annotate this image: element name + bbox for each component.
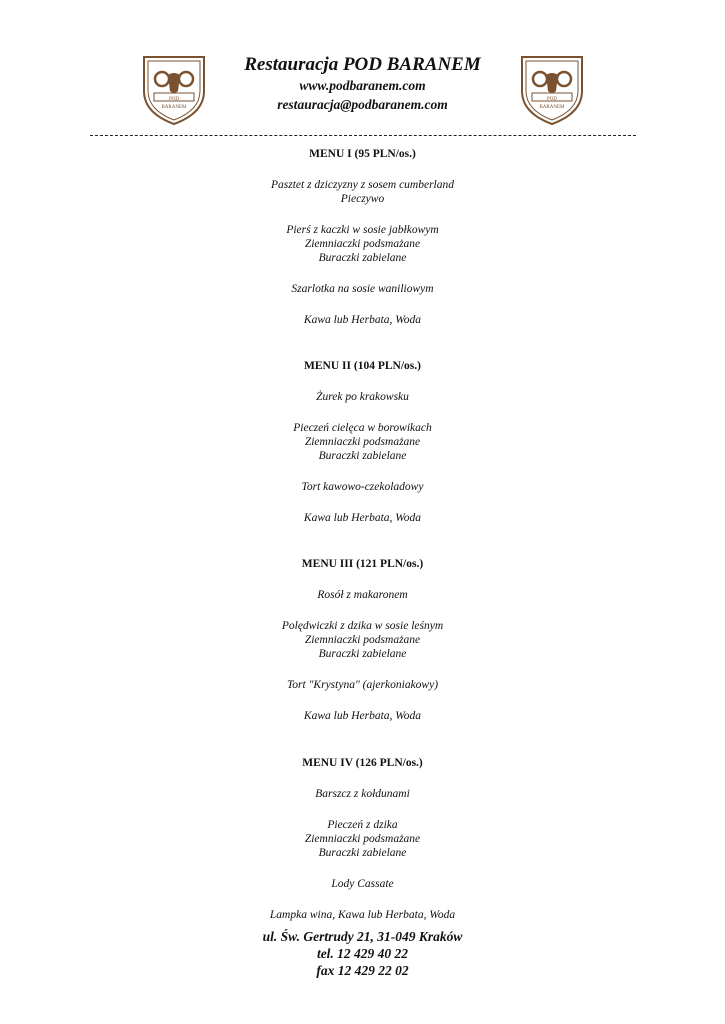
restaurant-name: Restauracja POD BARANEM (244, 54, 481, 75)
header-text-block (190, 54, 535, 114)
email-link[interactable]: restauracja@podbaranem.com (277, 97, 448, 112)
dish-line: Pieczeń z dzika (327, 819, 398, 831)
dish-line: Rosół z makaronem (317, 589, 408, 601)
dish-line: Barszcz z kołdunami (315, 788, 410, 800)
dish-line: Buraczki zabielane (318, 252, 407, 264)
footer-address: ul. Św. Gertrudy 21, 31-049 Kraków (262, 929, 463, 944)
menu-course-drinks (0, 709, 725, 723)
ram-crest-icon (518, 53, 586, 127)
menu-course-starter (0, 787, 725, 801)
menu-title: MENU III (121 PLN/os.) (301, 558, 424, 570)
page-footer (0, 928, 725, 979)
dish-line: Kawa lub Herbata, Woda (303, 512, 422, 524)
menu-course-dessert (0, 678, 725, 692)
menu-section-1 (0, 147, 725, 327)
dish-line: Buraczki zabielane (318, 847, 407, 859)
menu-course-drinks (0, 511, 725, 525)
dish-line: Ziemniaczki podsmażane (304, 634, 421, 646)
dish-line: Tort kawowo-czekoladowy (301, 481, 424, 493)
dish-line: Żurek po krakowsku (316, 391, 409, 403)
dish-line: Lampka wina, Kawa lub Herbata, Woda (269, 909, 456, 921)
dish-line: Pieczywo (340, 193, 385, 205)
crest-text-bottom: BARANEM (539, 105, 565, 110)
menu-course-drinks (0, 908, 725, 922)
menu-course-main (0, 421, 725, 463)
menu-course-dessert (0, 877, 725, 891)
menu-title: MENU IV (126 PLN/os.) (302, 757, 423, 769)
footer-fax: fax 12 429 22 02 (316, 963, 409, 978)
header-divider (90, 135, 636, 136)
crest-text-bottom: BARANEM (161, 105, 187, 110)
dish-line: Pierś z kaczki w sosie jabłkowym (286, 224, 439, 236)
dish-line: Kawa lub Herbata, Woda (303, 710, 422, 722)
footer-phone: tel. 12 429 40 22 (316, 946, 409, 961)
menu-course-starter (0, 390, 725, 404)
website-link[interactable]: www.podbaranem.com (299, 78, 426, 93)
menu-course-dessert (0, 480, 725, 494)
menu-title: MENU I (95 PLN/os.) (309, 148, 416, 160)
menu-course-dessert (0, 282, 725, 296)
menu-section-3 (0, 557, 725, 723)
dish-line: Ziemniaczki podsmażane (304, 238, 421, 250)
dish-line: Kawa lub Herbata, Woda (303, 314, 422, 326)
menu-course-starter (0, 588, 725, 602)
dish-line: Polędwiczki z dzika w sosie leśnym (281, 620, 444, 632)
dish-line: Lody Cassate (331, 878, 394, 890)
crest-text-top: POD (546, 97, 558, 102)
dish-line: Pasztet z dziczyzny z sosem cumberland (270, 179, 455, 191)
dish-line: Szarlotka na sosie waniliowym (291, 283, 434, 295)
menu-title: MENU II (104 PLN/os.) (304, 360, 421, 372)
dish-line: Pieczeń cielęca w borowikach (293, 422, 432, 434)
menu-section-4 (0, 756, 725, 922)
page-header (0, 48, 725, 133)
menu-course-main (0, 223, 725, 265)
menu-course-main (0, 619, 725, 661)
dish-line: Ziemniaczki podsmażane (304, 833, 421, 845)
dish-line: Ziemniaczki podsmażane (304, 436, 421, 448)
menu-course-main (0, 818, 725, 860)
dish-line: Buraczki zabielane (318, 648, 407, 660)
crest-text-top: POD (168, 97, 180, 102)
dish-line: Buraczki zabielane (318, 450, 407, 462)
menu-course-starter (0, 178, 725, 206)
menu-course-drinks (0, 313, 725, 327)
dish-line: Tort "Krystyna" (ajerkoniakowy) (286, 679, 439, 691)
menu-section-2 (0, 359, 725, 525)
